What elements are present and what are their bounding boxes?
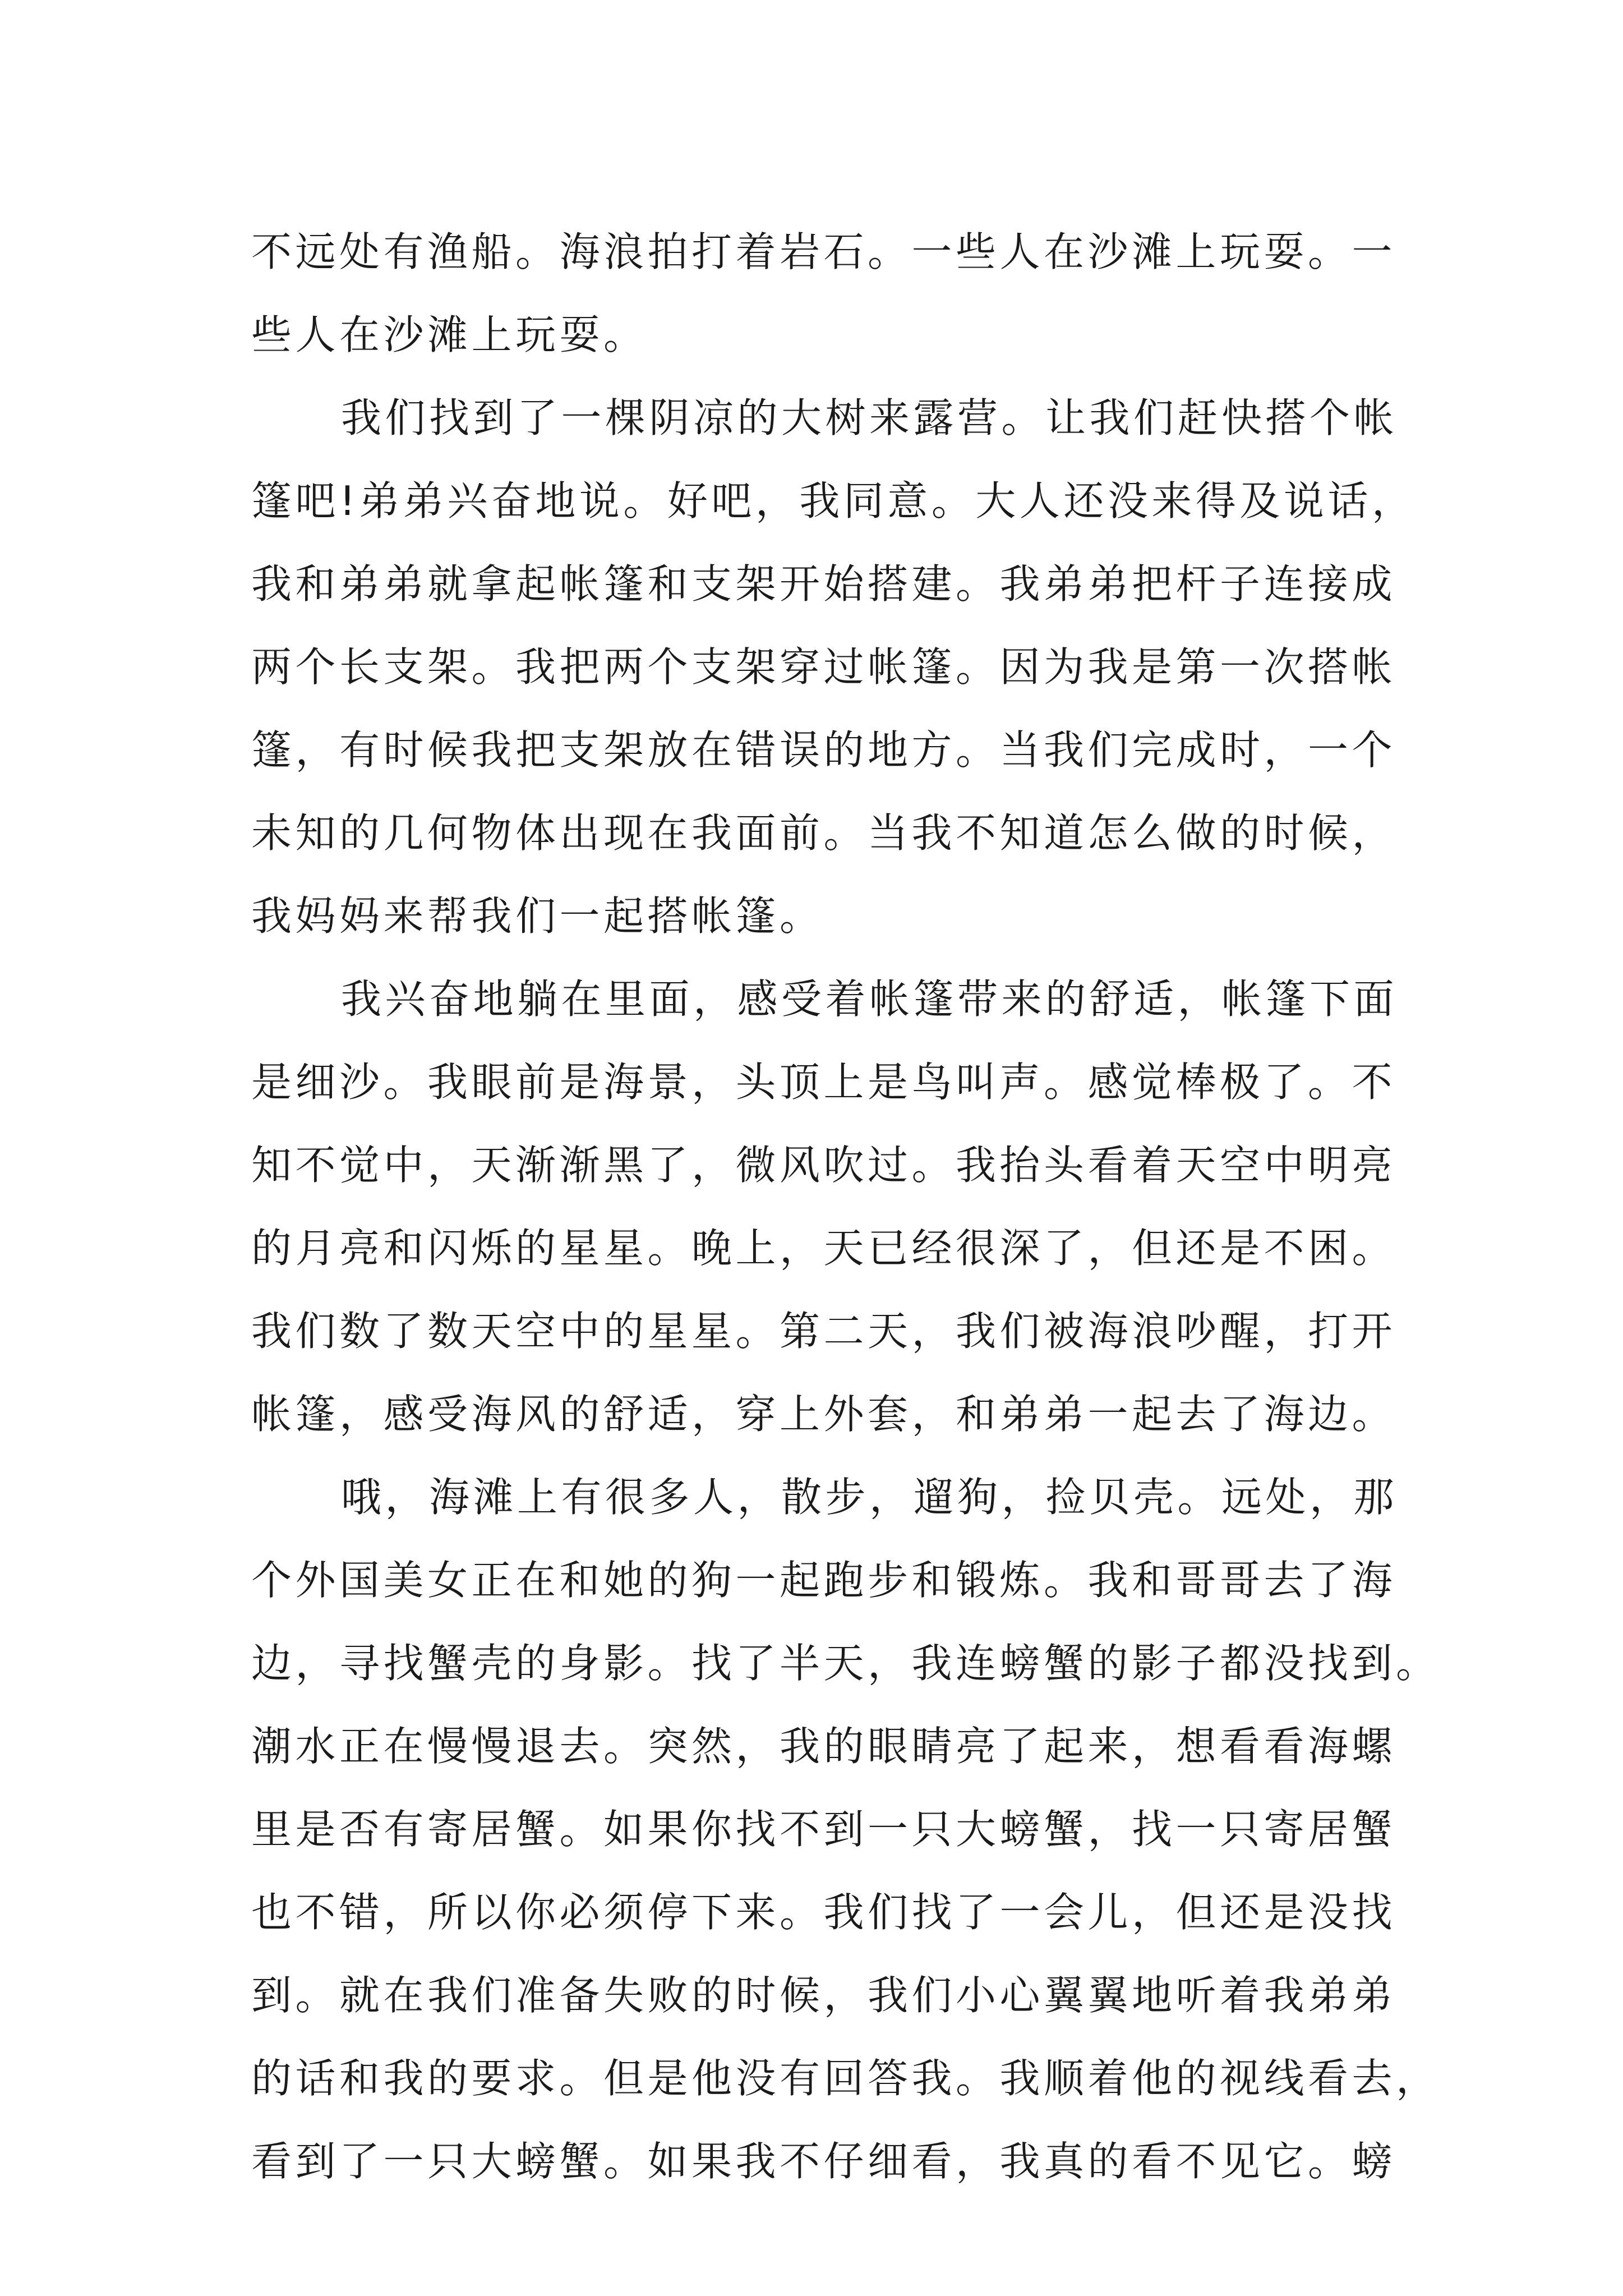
text-line: 我们找到了一棵阴凉的大树来露营。让我们赶快搭个帐 xyxy=(341,394,1398,441)
text-line: 的月亮和闪烁的星星。晚上，天已经很深了，但还是不困。 xyxy=(251,1225,1396,1272)
text-line: 潮水正在慢慢退去。突然，我的眼睛亮了起来，想看看海螺 xyxy=(251,1723,1396,1770)
text-line: 我和弟弟就拿起帐篷和支架开始搭建。我弟弟把杆子连接成 xyxy=(251,560,1396,608)
text-line: 帐篷，感受海风的舒适，穿上外套，和弟弟一起去了海边。 xyxy=(251,1391,1396,1438)
text-line: 我妈妈来帮我们一起搭帐篷。 xyxy=(251,892,824,940)
text-line: 我们数了数天空中的星星。第二天，我们被海浪吵醒，打开 xyxy=(251,1308,1396,1355)
text-line: 些人在沙滩上玩耍。 xyxy=(251,311,648,358)
text-line: 我兴奋地躺在里面，感受着帐篷带来的舒适，帐篷下面 xyxy=(341,976,1398,1023)
text-line: 是细沙。我眼前是海景，头顶上是鸟叫声。感觉棒极了。不 xyxy=(251,1059,1396,1106)
text-line: 不远处有渔船。海浪拍打着岩石。一些人在沙滩上玩耍。一 xyxy=(251,228,1396,275)
text-line: 知不觉中，天渐渐黑了，微风吹过。我抬头看着天空中明亮 xyxy=(251,1142,1396,1189)
text-line: 未知的几何物体出现在我面前。当我不知道怎么做的时候， xyxy=(251,809,1396,857)
text-line: 哦，海滩上有很多人，散步，遛狗，捡贝壳。远处，那 xyxy=(341,1474,1398,1521)
text-line: 两个长支架。我把两个支架穿过帐篷。因为我是第一次搭帐 xyxy=(251,643,1396,691)
text-line: 篷，有时候我把支架放在错误的地方。当我们完成时，一个 xyxy=(251,726,1396,774)
text-line: 个外国美女正在和她的狗一起跑步和锻炼。我和哥哥去了海 xyxy=(251,1557,1396,1604)
text-line: 篷吧!弟弟兴奋地说。好吧，我同意。大人还没来得及说话， xyxy=(251,477,1416,524)
text-line: 也不错，所以你必须停下来。我们找了一会儿，但还是没找 xyxy=(251,1889,1396,1936)
text-line: 的话和我的要求。但是他没有回答我。我顺着他的视线看去， xyxy=(251,2055,1440,2102)
text-line: 看到了一只大螃蟹。如果我不仔细看，我真的看不见它。螃 xyxy=(251,2138,1396,2185)
text-line: 边，寻找蟹壳的身影。找了半天，我连螃蟹的影子都没找到。 xyxy=(251,1640,1440,1687)
body-text xyxy=(251,210,1440,2203)
text-line: 到。就在我们准备失败的时候，我们小心翼翼地听着我弟弟 xyxy=(251,1972,1396,2019)
text-line: 里是否有寄居蟹。如果你找不到一只大螃蟹，找一只寄居蟹 xyxy=(251,1806,1396,1853)
